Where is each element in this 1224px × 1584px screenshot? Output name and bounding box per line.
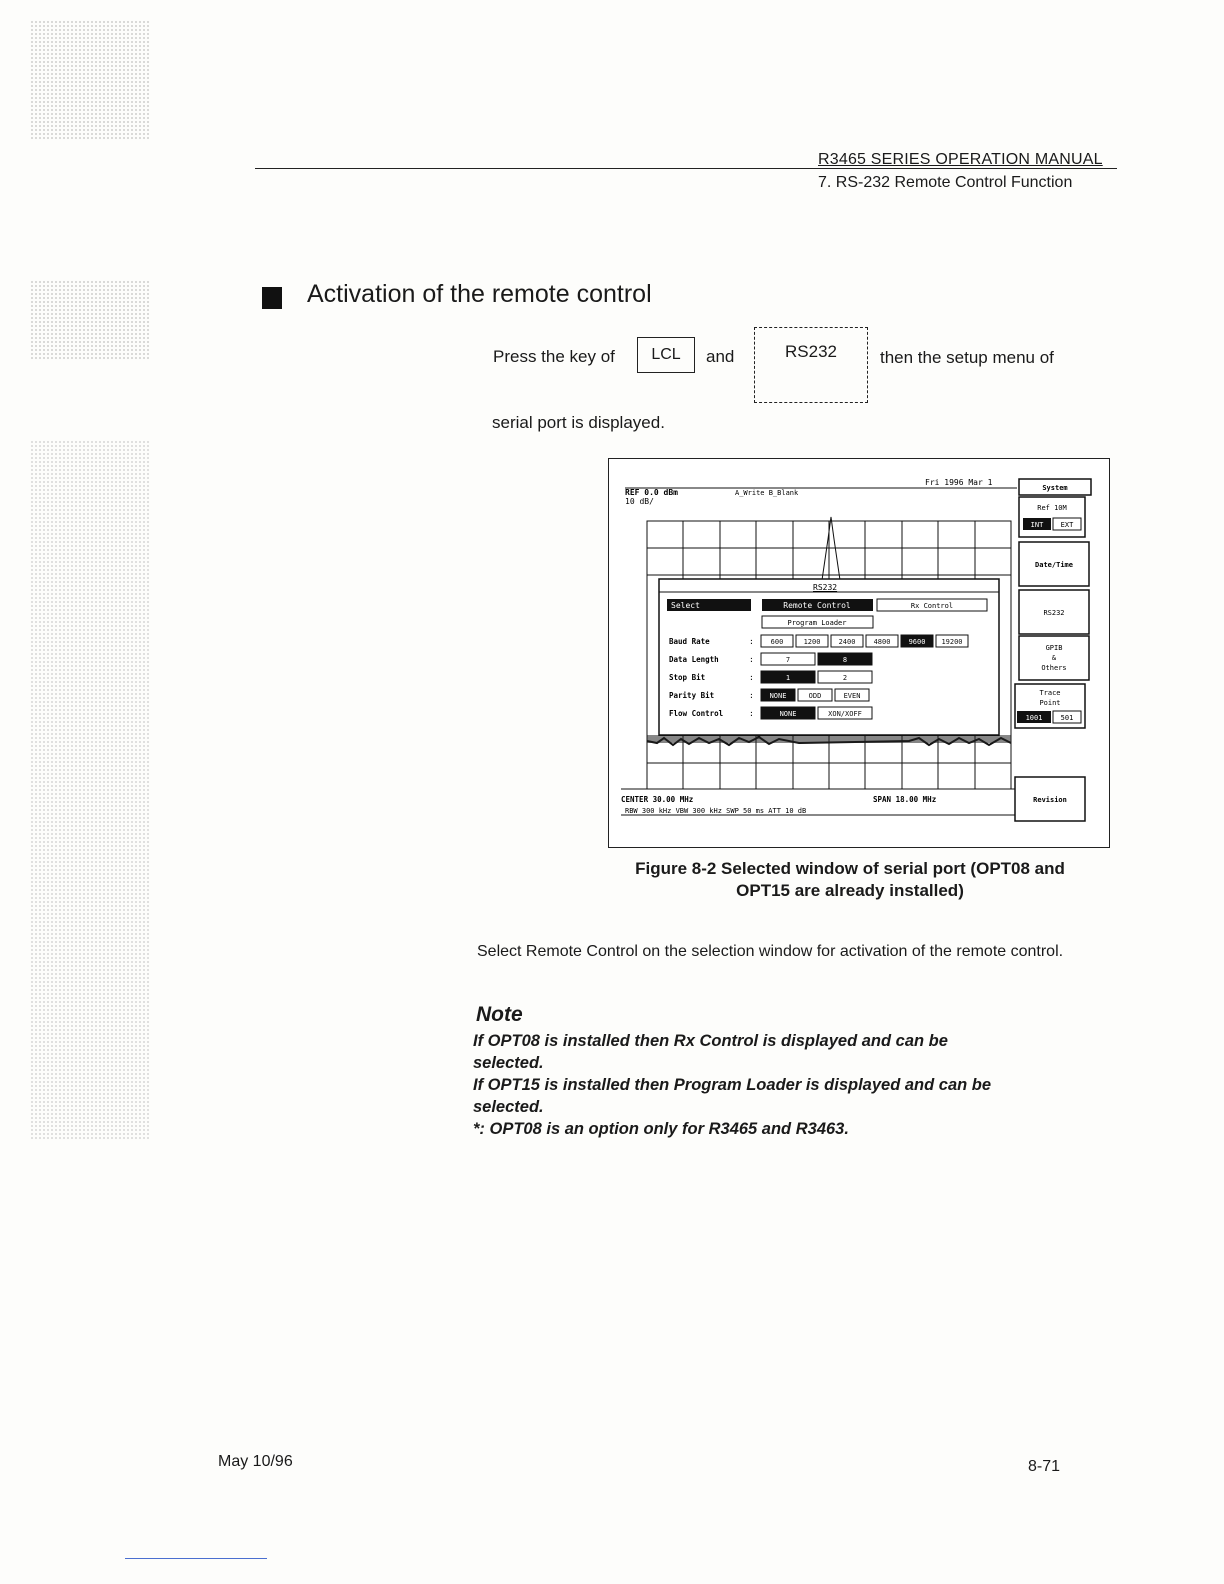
note-line1: If OPT08 is installed then Rx Control is displayed and can be xyxy=(473,1032,948,1050)
timestamp: Fri 1996 Mar 1 xyxy=(925,478,993,487)
setting-option-label: 600 xyxy=(770,638,784,646)
instruction-line2: serial port is displayed. xyxy=(492,413,665,432)
softkey-gpib-others: Others xyxy=(1041,664,1067,672)
setting-colon: : xyxy=(749,655,754,664)
note-line4: selected. xyxy=(473,1098,544,1116)
softkey-ref-label: Ref 10M xyxy=(1037,504,1067,512)
note-heading: Note xyxy=(476,1003,523,1026)
setting-option[interactable] xyxy=(796,635,828,647)
instruction-suffix: then the setup menu of xyxy=(880,348,1054,367)
setting-colon: : xyxy=(749,637,754,646)
softkey-rs232-label: RS232 xyxy=(1043,609,1065,617)
setting-label: Data Length xyxy=(669,655,719,664)
note-line2: selected. xyxy=(473,1054,544,1072)
setting-option[interactable] xyxy=(798,689,832,701)
remote-control-option[interactable] xyxy=(762,599,873,611)
setting-option[interactable] xyxy=(761,653,815,665)
rs232-dialog xyxy=(659,579,999,735)
setting-label: Parity Bit xyxy=(669,691,715,700)
lcl-key-label: LCL xyxy=(651,346,681,363)
softkey-1001-label: 1001 xyxy=(1025,714,1043,722)
setting-label: Baud Rate xyxy=(669,637,710,646)
setting-colon: : xyxy=(749,709,754,718)
program-loader-label: Program Loader xyxy=(787,619,847,627)
scan-edge-line xyxy=(125,1558,267,1559)
caption-line2: OPT15 are already installed) xyxy=(736,881,964,900)
setting-option-label: 4800 xyxy=(873,638,891,646)
setting-label: Flow Control xyxy=(669,709,724,718)
setting-option[interactable] xyxy=(818,653,872,665)
note-line5: *: OPT08 is an option only for R3465 and R3463. xyxy=(473,1120,849,1138)
analyzer-screen-figure xyxy=(608,458,1110,848)
manual-title: R3465 SERIES OPERATION MANUAL xyxy=(818,151,1103,168)
page-number: 8-71 xyxy=(1028,1458,1061,1475)
softkey-rs232[interactable] xyxy=(1019,590,1089,634)
setting-option[interactable] xyxy=(866,635,898,647)
instruction-prefix: Press the key of xyxy=(493,347,615,366)
figure-caption xyxy=(600,858,1100,902)
body-paragraph: Select Remote Control on the selection window for activation of the remote control. xyxy=(477,943,1064,960)
softkey-revision-label: Revision xyxy=(1033,796,1067,804)
note-line3: If OPT15 is installed then Program Loader is displayed and can be xyxy=(473,1076,992,1094)
setting-option[interactable] xyxy=(761,707,815,719)
softkey-title: System xyxy=(1042,484,1068,492)
softkey-trace-label: Trace xyxy=(1039,689,1061,697)
softkey-datetime[interactable] xyxy=(1019,542,1089,586)
setting-option[interactable] xyxy=(901,635,933,647)
signal-peak xyxy=(821,517,841,587)
setting-label: Stop Bit xyxy=(669,673,706,682)
setting-option[interactable] xyxy=(818,671,872,683)
setting-option-label: NONE xyxy=(769,692,787,700)
trace-modes: A_Write B_Blank xyxy=(735,489,799,497)
rs232-softkey xyxy=(754,327,868,403)
rx-control-option[interactable] xyxy=(877,599,987,611)
setting-colon: : xyxy=(749,691,754,700)
rx-control-label: Rx Control xyxy=(910,602,954,610)
analyzer-screen xyxy=(609,459,1109,847)
setting-option-label: 2400 xyxy=(838,638,856,646)
lcl-key xyxy=(637,337,695,373)
softkey-ext-label: EXT xyxy=(1060,521,1074,529)
scan-speckle xyxy=(30,440,150,1140)
note-text xyxy=(473,1030,1113,1140)
select-label: Select xyxy=(671,601,700,610)
softkey-int-label: INT xyxy=(1030,521,1044,529)
dialog-title: RS232 xyxy=(813,583,838,592)
scan-speckle xyxy=(30,20,150,140)
ref-level: REF 0.0 dBm xyxy=(625,488,678,497)
setting-option-label: 19200 xyxy=(941,638,963,646)
header-rule xyxy=(255,168,1117,169)
softkey-datetime-label: Date/Time xyxy=(1035,561,1073,569)
remote-control-label: Remote Control xyxy=(783,601,851,610)
setting-option-label: ODD xyxy=(808,692,822,700)
setting-option[interactable] xyxy=(761,689,795,701)
setting-option[interactable] xyxy=(818,707,872,719)
softkey-gpib-label: GPIB xyxy=(1045,644,1063,652)
setting-colon: : xyxy=(749,673,754,682)
program-loader-option[interactable] xyxy=(762,616,873,628)
setting-option-label: EVEN xyxy=(843,692,861,700)
softkey-panel xyxy=(1015,479,1091,821)
chapter-title: 7. RS-232 Remote Control Function xyxy=(818,174,1073,191)
setting-option[interactable] xyxy=(835,689,869,701)
setting-option[interactable] xyxy=(761,671,815,683)
section-title: Activation of the remote control xyxy=(307,280,652,308)
span: SPAN 18.00 MHz xyxy=(873,795,937,804)
measurement-params: RBW 300 kHz VBW 300 kHz SWP 50 ms ATT 10 dB xyxy=(625,807,807,815)
setting-option[interactable] xyxy=(761,635,793,647)
setting-option-label: 9600 xyxy=(908,638,926,646)
setting-option-label: XON/XOFF xyxy=(828,710,862,718)
softkey-gpib[interactable] xyxy=(1019,636,1089,680)
scan-speckle xyxy=(30,280,150,360)
softkey-revision[interactable] xyxy=(1015,777,1085,821)
section-bullet-icon xyxy=(262,287,282,309)
caption-line1: Figure 8-2 Selected window of serial port (OPT08 and xyxy=(635,859,1065,878)
setting-option-label: 8 xyxy=(842,656,848,664)
setting-option-label: NONE xyxy=(779,710,797,718)
noise-band xyxy=(647,737,1011,743)
softkey-gpib-amp: & xyxy=(1051,654,1057,662)
softkey-trace-point[interactable] xyxy=(1015,684,1085,728)
setting-option-label: 1 xyxy=(785,674,791,682)
setting-option-label: 7 xyxy=(785,656,791,664)
setting-option-label: 1200 xyxy=(803,638,821,646)
softkey-501-label: 501 xyxy=(1060,714,1074,722)
scale: 10 dB/ xyxy=(625,497,654,506)
softkey-point-label: Point xyxy=(1039,699,1061,707)
footer-date: May 10/96 xyxy=(218,1453,293,1470)
rs232-key-label: RS232 xyxy=(785,342,837,361)
softkey-ref10m[interactable] xyxy=(1019,497,1085,537)
setting-option[interactable] xyxy=(936,635,968,647)
center-frequency: CENTER 30.00 MHz xyxy=(621,795,694,804)
setting-option[interactable] xyxy=(831,635,863,647)
instruction-and: and xyxy=(706,347,735,366)
setting-option-label: 2 xyxy=(842,674,848,682)
